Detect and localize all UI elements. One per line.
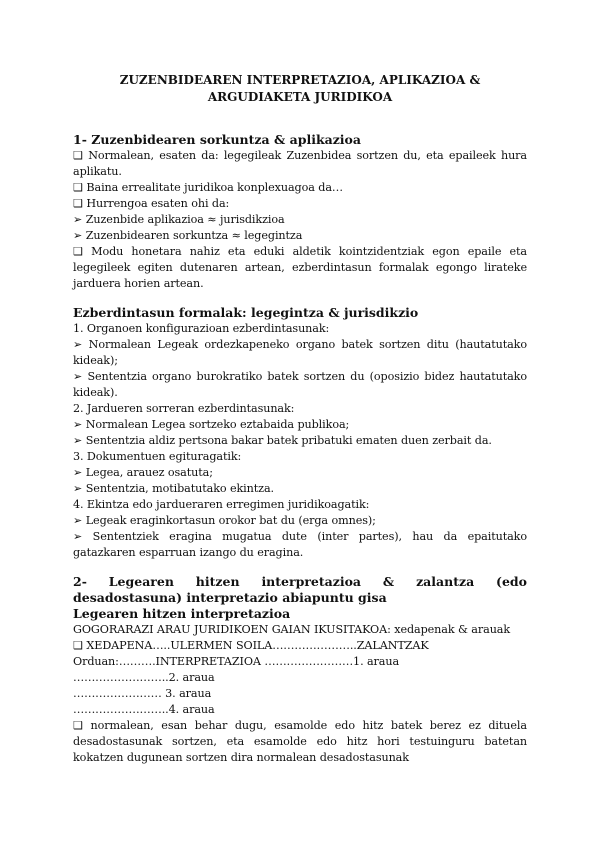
paragraph: ❑ Normalean, esaten da: legegileak Zuzenbidea sortzen du, eta epaileek hura aplikatu. — [73, 149, 527, 178]
paragraph: ➢ Sententzia aldiz pertsona bakar batek pribatuki ematen duen zerbait da. — [73, 434, 492, 447]
paragraph: 2. Jardueren sorreran ezberdintasunak: — [73, 402, 295, 415]
paragraph: ❑ Hurrengoa esaten ohi da: — [73, 197, 230, 210]
paragraph: ➢ Sententzia organo burokratiko batek sortzen du (oposizio bidez hautatutako kideak). — [73, 370, 527, 399]
section-1-heading: 1- Zuzenbidearen sorkuntza & aplikazioa — [73, 132, 361, 147]
paragraph: ➢ Normalean Legeak ordezkapeneko organo batek sortzen ditu (hautatutako kideak); — [73, 338, 527, 367]
paragraph: ➢ Normalean Legea sortzeko eztabaida publikoa; — [73, 418, 350, 431]
paragraph: ……………………..2. araua — [73, 671, 215, 684]
paragraph: ❑ normalean, esan behar dugu, esamolde edo hitz batek berez ez dituela desadostasunak sortzen, eta esamolde edo hitz hori testuinguru batetan kokatzen dugunean sortzen dira normalean desadostasunak — [73, 719, 527, 764]
paragraph: ❑ Modu honetara nahiz eta eduki aldetik kointzidentziak egon epaile eta legegileek egiten dutenaren artean, ezberdintasun formalak egongo lirateke jarduera horien artean. — [73, 245, 527, 290]
paragraph: Orduan:……….INTERPRETAZIOA ……………………1. araua — [73, 655, 400, 668]
paragraph: ➢ Legea, arauez osatuta; — [73, 466, 213, 479]
paragraph: ➢ Zuzenbide aplikazioa ≈ jurisdikzioa — [73, 213, 285, 226]
section-2 — [73, 305, 527, 561]
paragraph: ➢ Legeak eraginkortasun orokor bat du (erga omnes); — [73, 514, 376, 527]
paragraph: ➢ Sententziek eragina mugatua dute (inter partes), hau da epaitutako gatazkaren esparruan izango du eragina. — [73, 530, 527, 559]
section-3 — [73, 574, 527, 766]
section-3-heading: 2- Legearen hitzen interpretazioa & zalantza (edo desadostasuna) interpretazio abiapuntu gisa — [73, 574, 527, 605]
section-2-heading: Ezberdintasun formalak: legegintza & jurisdikzio — [73, 305, 419, 320]
paragraph: 1. Organoen konfigurazioan ezberdintasunak: — [73, 322, 330, 335]
section-1 — [73, 132, 527, 292]
paragraph: …………………… 3. araua — [73, 687, 212, 700]
paragraph: 4. Ekintza edo jardueraren erregimen juridikoagatik: — [73, 498, 370, 511]
paragraph: ❑ Baina errealitate juridikoa konplexuagoa da… — [73, 181, 343, 194]
paragraph: 3. Dokumentuen egituragatik: — [73, 450, 242, 463]
paragraph: ➢ Zuzenbidearen sorkuntza ≈ legegintza — [73, 229, 303, 242]
section-3-subheading: Legearen hitzen interpretazioa — [73, 606, 291, 621]
paragraph: ❑ XEDAPENA…..ULERMEN SOILA…………………..ZALANTZAK — [73, 639, 429, 652]
document-title: ZUZENBIDEAREN INTERPRETAZIOA, APLIKAZIOA & ARGUDIAKETA JURIDIKOA — [119, 73, 481, 104]
paragraph: ……………………..4. araua — [73, 703, 215, 716]
paragraph: GOGORARAZI ARAU JURIDIKOEN GAIAN IKUSITAKOA: xedapenak & arauak — [73, 623, 511, 636]
paragraph: ➢ Sententzia, motibatutako ekintza. — [73, 482, 274, 495]
